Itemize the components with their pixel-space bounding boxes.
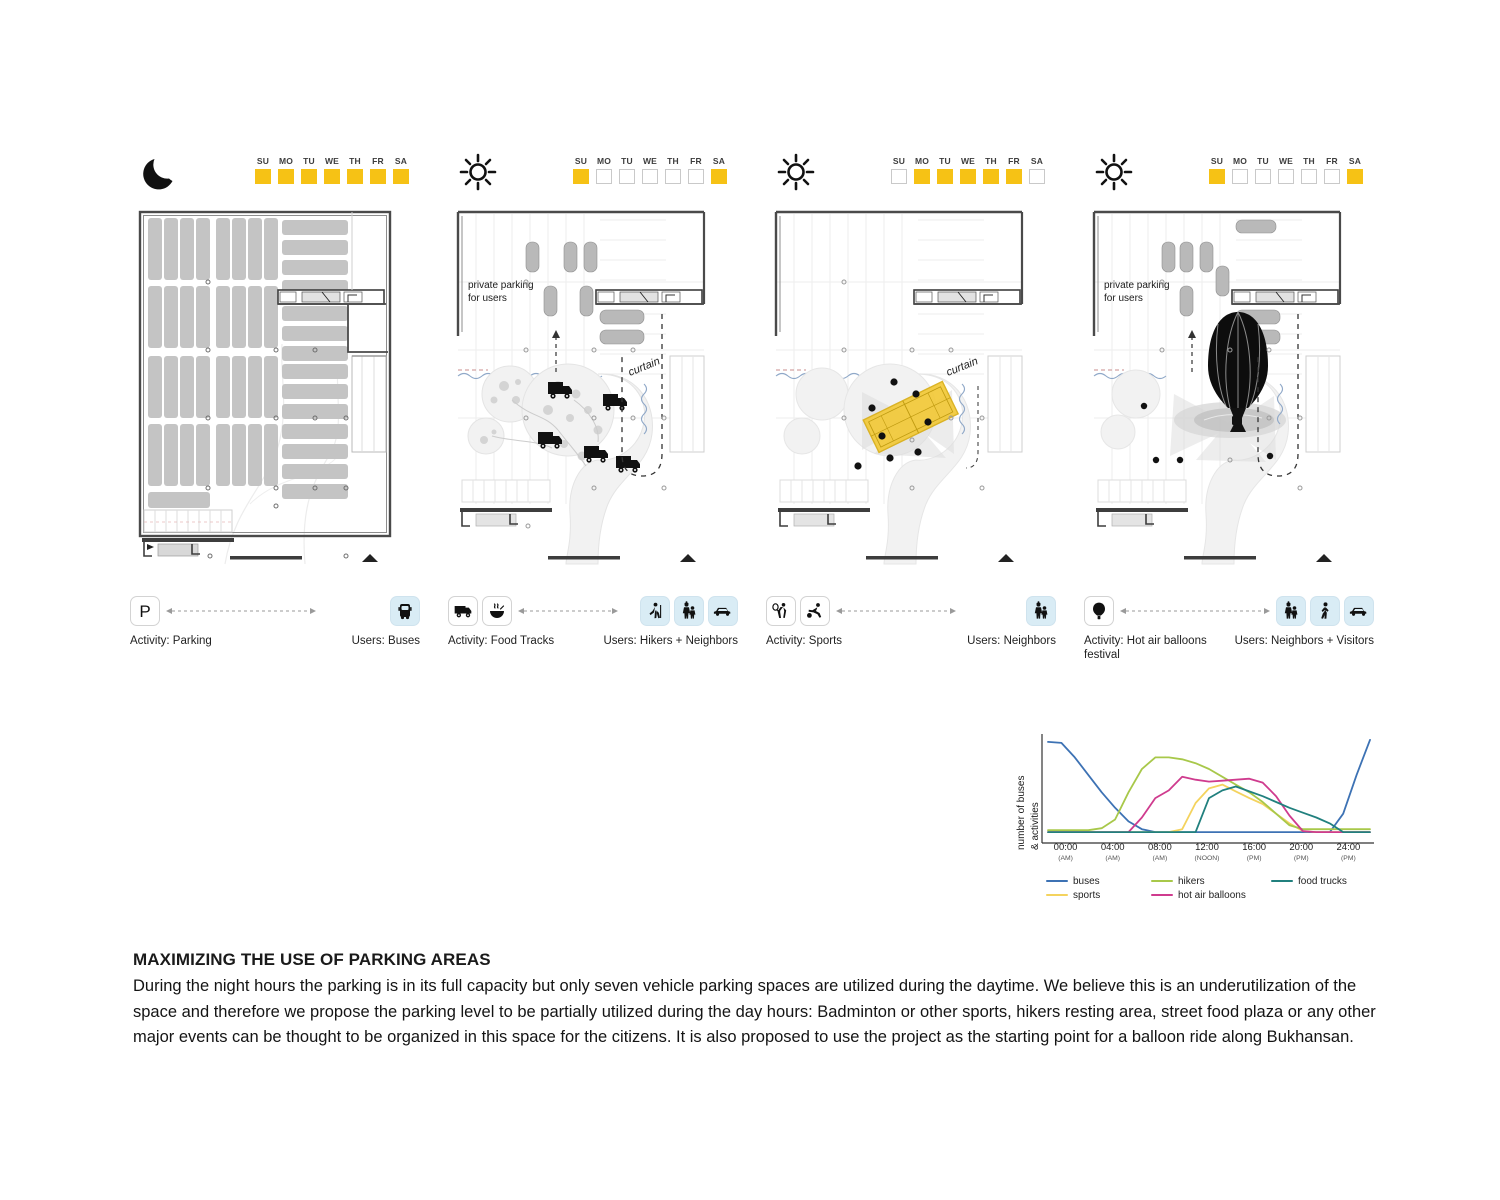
weekday-label: FR <box>690 156 702 166</box>
weekday-box <box>324 169 340 184</box>
weekday-box <box>393 169 409 184</box>
panel-header <box>766 148 1046 200</box>
legend-row-parking <box>130 594 420 648</box>
weekday-box <box>711 169 727 184</box>
weekday-label: WE <box>324 156 340 166</box>
curtain-label: curtain <box>944 355 980 379</box>
legend-icons <box>448 594 738 628</box>
pedestrian-icon[interactable] <box>1310 596 1340 626</box>
weekday-label: SU <box>892 156 906 166</box>
legend-item-buses <box>1046 874 1151 888</box>
legend-swatch <box>1151 880 1173 883</box>
car-icon[interactable] <box>708 596 738 626</box>
badminton-icon[interactable] <box>766 596 796 626</box>
plan-note-line1: private parking <box>1104 280 1170 291</box>
legend-swatch <box>1046 880 1068 883</box>
weekday-box <box>573 169 589 184</box>
weekday-label: FR <box>1008 156 1020 166</box>
plan-note-line2: for users <box>468 293 507 304</box>
weekday-box <box>278 169 294 184</box>
legend-swatch <box>1271 880 1293 883</box>
activity-icon-group <box>1084 596 1114 626</box>
weekday-indicator <box>1208 156 1364 184</box>
weekday-label: WE <box>960 156 976 166</box>
usage-timeline-chart <box>1000 726 1380 916</box>
hiker-icon[interactable] <box>640 596 670 626</box>
panel-header <box>130 148 410 200</box>
parking-p-icon[interactable] <box>130 596 160 626</box>
legend-spacer <box>1271 888 1376 902</box>
users-label: Users: Neighbors <box>967 635 1056 647</box>
noodle-bowl-icon[interactable] <box>482 596 512 626</box>
page-title: MAXIMIZING THE USE OF PARKING AREAS <box>133 950 491 969</box>
weekday-box <box>1029 169 1045 184</box>
food-truck-icon[interactable] <box>448 596 478 626</box>
legend-label: food trucks <box>1298 875 1347 887</box>
x-tick: 04:00 (AM) <box>1100 842 1125 862</box>
weekday-indicator <box>572 156 728 184</box>
legend-label: hot air balloons <box>1178 889 1246 901</box>
panel-header <box>1084 148 1364 200</box>
weekday-label: TH <box>985 156 997 166</box>
relation-arrow <box>166 606 384 616</box>
core-block <box>596 290 702 304</box>
weekday-label: TU <box>939 156 951 166</box>
weekday-label: FR <box>372 156 384 166</box>
legend-row-food-trucks <box>448 594 738 648</box>
chart-series-buses <box>1048 740 1370 832</box>
weekday-label: FR <box>1326 156 1338 166</box>
bus-icon[interactable] <box>390 596 420 626</box>
legend-labels <box>130 634 420 648</box>
panel-header <box>448 148 728 200</box>
users-icon-group <box>390 596 420 626</box>
panel-night-parking <box>130 148 420 678</box>
sun-icon <box>456 150 500 194</box>
weekday-box <box>1255 169 1271 184</box>
ramp <box>352 356 386 452</box>
family-icon[interactable] <box>1276 596 1306 626</box>
core-block <box>1232 290 1338 304</box>
legend-labels <box>766 634 1056 648</box>
panel-sports <box>766 148 1056 678</box>
legend-row-balloon <box>1084 594 1374 662</box>
x-tick: 20:00 (PM) <box>1289 842 1314 862</box>
weekday-box <box>619 169 635 184</box>
legend-item-sports <box>1046 888 1151 902</box>
users-label: Users: Neighbors + Visitors <box>1234 635 1374 647</box>
weekday-label: WE <box>642 156 658 166</box>
relation-arrow <box>1120 606 1270 616</box>
weekday-label: TU <box>1257 156 1269 166</box>
core-block <box>914 290 1020 304</box>
legend-swatch <box>1046 894 1068 897</box>
body-paragraph: During the night hours the parking is in its full capacity but only seven vehicle parking spaces are utilized during the daytime. We believe this is an underutilization of the space and therefore we propose the parking level to be partially utilized during the day hours: Badminton or other sports, hikers resting area, street food plaza or any other major events can be thought to be organized in this space for the citizens. It is also proposed to use the project as the starting point for a balloon ride along Bukhansan. <box>133 977 1376 1046</box>
chart-plot-area <box>1042 734 1372 839</box>
weekday-box <box>1301 169 1317 184</box>
chart-y-axis-label <box>1002 740 1041 850</box>
weekday-label: WE <box>1278 156 1294 166</box>
weekday-box <box>891 169 907 184</box>
weekday-label: TH <box>1303 156 1315 166</box>
weekday-box <box>983 169 999 184</box>
users-icon-group <box>1276 596 1374 626</box>
users-label: Users: Buses <box>351 635 420 647</box>
weekday-box <box>960 169 976 184</box>
relation-arrow <box>518 606 634 616</box>
weekday-box <box>1324 169 1340 184</box>
weekday-indicator <box>890 156 1046 184</box>
weekday-indicator <box>254 156 410 184</box>
weekday-label: SA <box>712 156 726 166</box>
weekday-label: TH <box>349 156 361 166</box>
legend-label: sports <box>1073 889 1101 901</box>
users-label: Users: Hikers + Neighbors <box>603 635 738 647</box>
floor-plan-food-trucks <box>448 204 728 566</box>
weekday-label: SA <box>1348 156 1362 166</box>
weekday-label: SA <box>1030 156 1044 166</box>
activity-icon-group <box>766 596 830 626</box>
soccer-icon[interactable] <box>800 596 830 626</box>
legend-item-hikers <box>1151 874 1271 888</box>
activity-label: Activity: Food Tracks <box>448 635 555 647</box>
legend-label: hikers <box>1178 875 1205 887</box>
weekday-box <box>1209 169 1225 184</box>
weekday-label: SA <box>394 156 408 166</box>
panels-row <box>130 148 1380 678</box>
core-block <box>278 290 384 304</box>
activity-label: Activity: Hot air balloons festival <box>1084 635 1207 661</box>
weekday-box <box>301 169 317 184</box>
legend-icons <box>1084 594 1374 628</box>
weekday-box <box>1347 169 1363 184</box>
weekday-label: SU <box>256 156 270 166</box>
weekday-box <box>688 169 704 184</box>
y-axis-line1: number of buses <box>1016 775 1027 850</box>
car-icon[interactable] <box>1344 596 1374 626</box>
x-tick: 16:00 (PM) <box>1242 842 1267 862</box>
x-tick: 08:00 (AM) <box>1147 842 1172 862</box>
weekday-box <box>642 169 658 184</box>
legend-row-sports <box>766 594 1056 648</box>
weekday-label: SU <box>574 156 588 166</box>
weekday-box <box>370 169 386 184</box>
sun-icon <box>774 150 818 194</box>
x-tick: 24:00 (PM) <box>1336 842 1361 862</box>
floor-plan-parking <box>130 204 410 566</box>
weekday-box <box>596 169 612 184</box>
weekday-label: MO <box>596 156 612 166</box>
weekday-box <box>1278 169 1294 184</box>
chart-legend <box>1046 874 1376 902</box>
chart-series-food-trucks <box>1048 787 1370 833</box>
chart-x-ticks <box>1042 842 1372 863</box>
activity-icon-group <box>448 596 512 626</box>
panel-food-trucks <box>448 148 738 678</box>
panel-balloon-festival <box>1084 148 1374 678</box>
floor-plan-balloon <box>1084 204 1364 566</box>
legend-item-hot-air-balloons <box>1151 888 1271 902</box>
svg-text:P: P <box>139 602 151 621</box>
weekday-label: TH <box>667 156 679 166</box>
y-axis-line2: & activities <box>1030 802 1041 850</box>
hot-air-balloon-icon[interactable] <box>1084 596 1114 626</box>
legend-label: buses <box>1073 875 1100 887</box>
users-icon-group <box>1026 596 1056 626</box>
x-tick: 00:00 (AM) <box>1053 842 1078 862</box>
plan-note-line1: private parking <box>468 280 534 291</box>
weekday-box <box>255 169 271 184</box>
plan-note-line2: for users <box>1104 293 1143 304</box>
x-tick: 12:00 (NOON) <box>1194 842 1220 862</box>
legend-labels <box>448 634 738 648</box>
weekday-box <box>1232 169 1248 184</box>
weekday-label: TU <box>303 156 315 166</box>
legend-icons <box>130 594 420 628</box>
weekday-label: MO <box>278 156 294 166</box>
legend-item-food-trucks <box>1271 874 1376 888</box>
users-icon-group <box>640 596 738 626</box>
family-icon[interactable] <box>674 596 704 626</box>
activity-icon-group <box>130 596 160 626</box>
curtain-label: curtain <box>626 355 662 379</box>
weekday-label: TU <box>621 156 633 166</box>
sun-icon <box>1092 150 1136 194</box>
family-icon[interactable] <box>1026 596 1056 626</box>
weekday-label: MO <box>1232 156 1248 166</box>
weekday-label: SU <box>1210 156 1224 166</box>
legend-swatch <box>1151 894 1173 897</box>
weekday-box <box>937 169 953 184</box>
weekday-box <box>914 169 930 184</box>
weekday-box <box>665 169 681 184</box>
description-block <box>133 950 1403 1051</box>
floor-plan-sports <box>766 204 1046 566</box>
weekday-box <box>347 169 363 184</box>
relation-arrow <box>836 606 1020 616</box>
activity-label: Activity: Parking <box>130 635 212 647</box>
legend-icons <box>766 594 1056 628</box>
legend-labels <box>1084 634 1374 662</box>
weekday-box <box>1006 169 1022 184</box>
moon-icon <box>138 150 182 194</box>
chart-series-sports <box>1048 785 1370 833</box>
weekday-label: MO <box>914 156 930 166</box>
activity-label: Activity: Sports <box>766 635 843 647</box>
